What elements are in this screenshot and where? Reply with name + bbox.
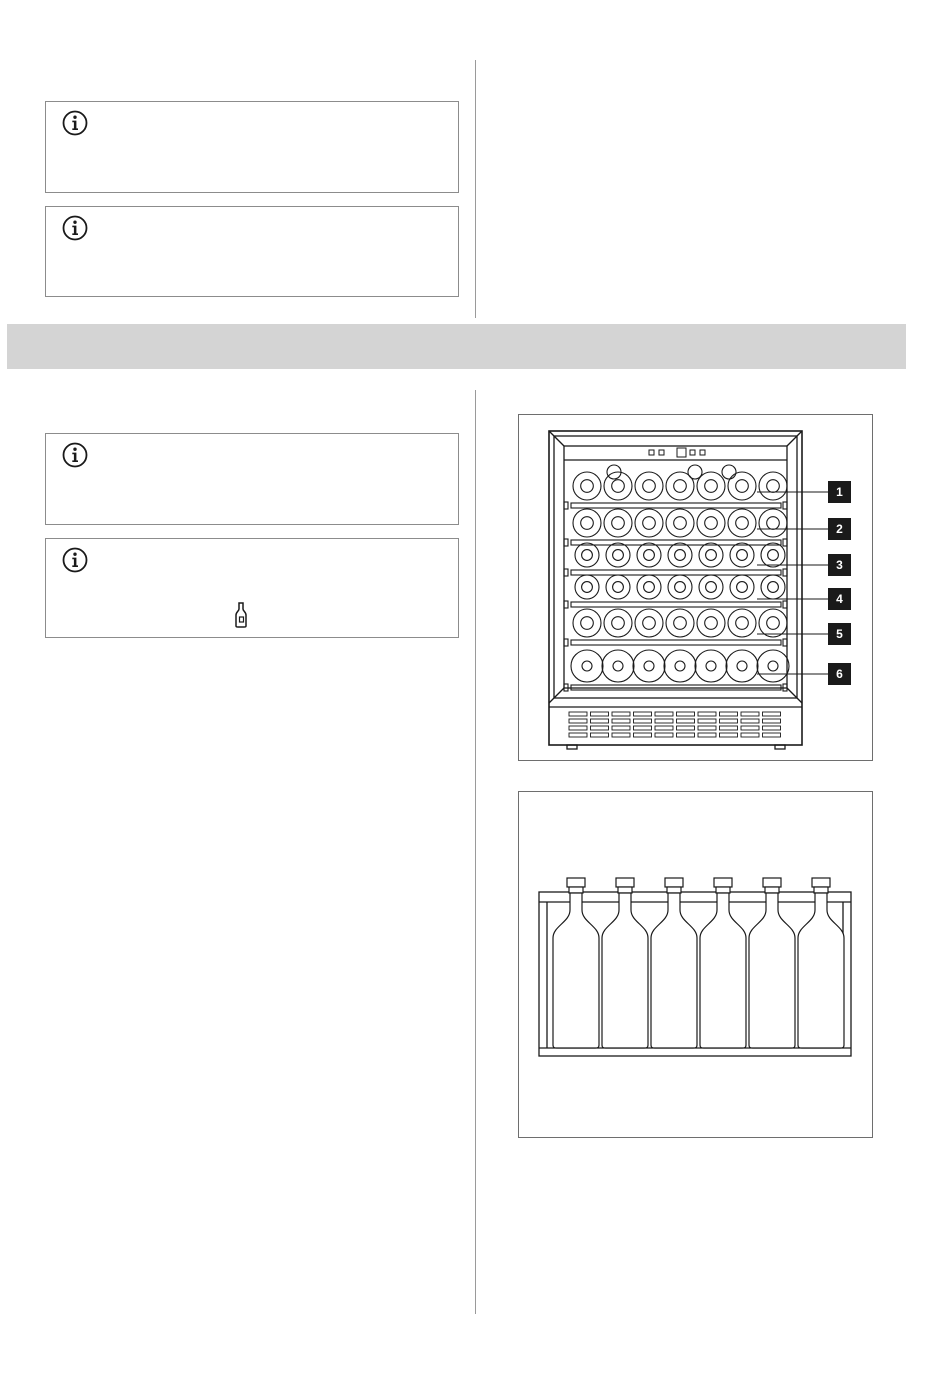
- vent-slot: [655, 712, 673, 716]
- bottle-end: [604, 509, 632, 537]
- vent-slot: [741, 726, 759, 730]
- vent-slot: [655, 726, 673, 730]
- bottle-end: [666, 609, 694, 637]
- vent-slot: [741, 719, 759, 723]
- bottle-end: [697, 609, 725, 637]
- vent-slot: [698, 712, 716, 716]
- vent-slot: [569, 712, 587, 716]
- vent-slot: [591, 712, 609, 716]
- info-note-3: [45, 433, 459, 525]
- vent-slot: [677, 733, 695, 737]
- bottle-end: [728, 609, 756, 637]
- info-icon: [62, 110, 88, 136]
- shelves-group: [564, 465, 789, 691]
- bottle-end: [602, 650, 634, 682]
- bottle-end: [757, 650, 789, 682]
- vent-slot: [569, 719, 587, 723]
- shelf-rail: [571, 602, 781, 607]
- standing-bottle: [798, 878, 844, 1048]
- shelf-row: [564, 465, 787, 509]
- vent-slot: [655, 733, 673, 737]
- standing-bottle: [749, 878, 795, 1048]
- section-header-band: [7, 324, 906, 369]
- vent-slot: [698, 733, 716, 737]
- column-divider-top: [475, 60, 476, 318]
- shelf-rail: [571, 640, 781, 645]
- vent-slot: [763, 726, 781, 730]
- column-divider-bottom: [475, 390, 476, 1314]
- vent-slot: [720, 733, 738, 737]
- vent-slot: [612, 712, 630, 716]
- standing-bottle: [700, 878, 746, 1048]
- vent-slot: [698, 726, 716, 730]
- info-icon: [62, 215, 88, 241]
- figure-wine-cooler-front: [518, 414, 873, 761]
- bottle-icon: [234, 602, 248, 628]
- bottle-end: [726, 650, 758, 682]
- bottles-standing-illustration: [519, 792, 874, 1139]
- vent-slot: [741, 733, 759, 737]
- bottle-end: [604, 609, 632, 637]
- vent-slot: [591, 719, 609, 723]
- bottle-end: [730, 575, 754, 599]
- figure-bottles-standing: [518, 791, 873, 1138]
- bottle-end: [697, 509, 725, 537]
- shelf-row: [564, 509, 787, 546]
- bottle-end: [759, 609, 787, 637]
- vent-slot: [763, 733, 781, 737]
- vent-slot: [677, 726, 695, 730]
- info-note-2: [45, 206, 459, 297]
- bottle-end: [606, 575, 630, 599]
- info-note-4: [45, 538, 459, 638]
- vent-slot: [612, 719, 630, 723]
- shelf-row: [564, 650, 789, 691]
- vent-slot: [698, 719, 716, 723]
- bottle-end: [635, 472, 663, 500]
- vent-slot: [634, 733, 652, 737]
- callout-number: 5: [836, 627, 843, 641]
- shelf-row: [564, 575, 787, 608]
- bottle-end: [728, 472, 756, 500]
- bottle-end: [728, 509, 756, 537]
- bottle-end: [573, 509, 601, 537]
- info-icon: [62, 442, 88, 468]
- vent-slot: [677, 719, 695, 723]
- bottle-end: [633, 650, 665, 682]
- bottle-end: [668, 575, 692, 599]
- vent-slot: [763, 719, 781, 723]
- callout-number: 1: [836, 485, 843, 499]
- shelf-rail: [571, 570, 781, 575]
- vent-slot: [655, 719, 673, 723]
- bottle-end: [575, 543, 599, 567]
- vent-slot: [612, 726, 630, 730]
- vent-slot: [763, 712, 781, 716]
- vent-slot: [634, 712, 652, 716]
- vent-slot: [591, 726, 609, 730]
- bottle-end: [635, 509, 663, 537]
- bottle-end: [637, 575, 661, 599]
- vent-slot: [569, 726, 587, 730]
- shelf-row: [564, 609, 787, 646]
- bottle-end: [759, 509, 787, 537]
- info-note-1: [45, 101, 459, 193]
- standing-bottles-group: [553, 878, 844, 1048]
- bottle-end: [575, 575, 599, 599]
- vent-slot: [720, 726, 738, 730]
- bottle-end: [759, 472, 787, 500]
- vent-slot: [612, 733, 630, 737]
- bottle-end: [695, 650, 727, 682]
- bottle-end: [637, 543, 661, 567]
- callout-number: 2: [836, 522, 843, 536]
- standing-bottle: [651, 878, 697, 1048]
- bottle-end: [664, 650, 696, 682]
- callout-number: 3: [836, 558, 843, 572]
- callouts-group: [757, 481, 851, 685]
- vent-slot: [677, 712, 695, 716]
- wine-cooler-illustration: [519, 415, 874, 762]
- callout-number: 4: [836, 592, 843, 606]
- bottle-end: [635, 609, 663, 637]
- bottle-end: [761, 575, 785, 599]
- callout-number: 6: [836, 667, 843, 681]
- bottle-end: [666, 509, 694, 537]
- vent-grille: [569, 712, 781, 737]
- vent-slot: [720, 712, 738, 716]
- bottle-end: [699, 575, 723, 599]
- vent-slot: [741, 712, 759, 716]
- vent-slot: [634, 726, 652, 730]
- vent-slot: [720, 719, 738, 723]
- bottle-end: [668, 543, 692, 567]
- info-icon: [62, 547, 88, 573]
- vent-slot: [569, 733, 587, 737]
- bottle-end: [730, 543, 754, 567]
- vent-slot: [634, 719, 652, 723]
- vent-slot: [591, 733, 609, 737]
- shelf-row: [564, 543, 787, 576]
- standing-bottle: [602, 878, 648, 1048]
- standing-bottle: [553, 878, 599, 1048]
- bottle-end: [606, 543, 630, 567]
- bottle-end: [571, 650, 603, 682]
- bottle-end: [761, 543, 785, 567]
- shelf-rail: [571, 503, 781, 508]
- bottle-end: [573, 472, 601, 500]
- bottle-end: [699, 543, 723, 567]
- bottle-end: [573, 609, 601, 637]
